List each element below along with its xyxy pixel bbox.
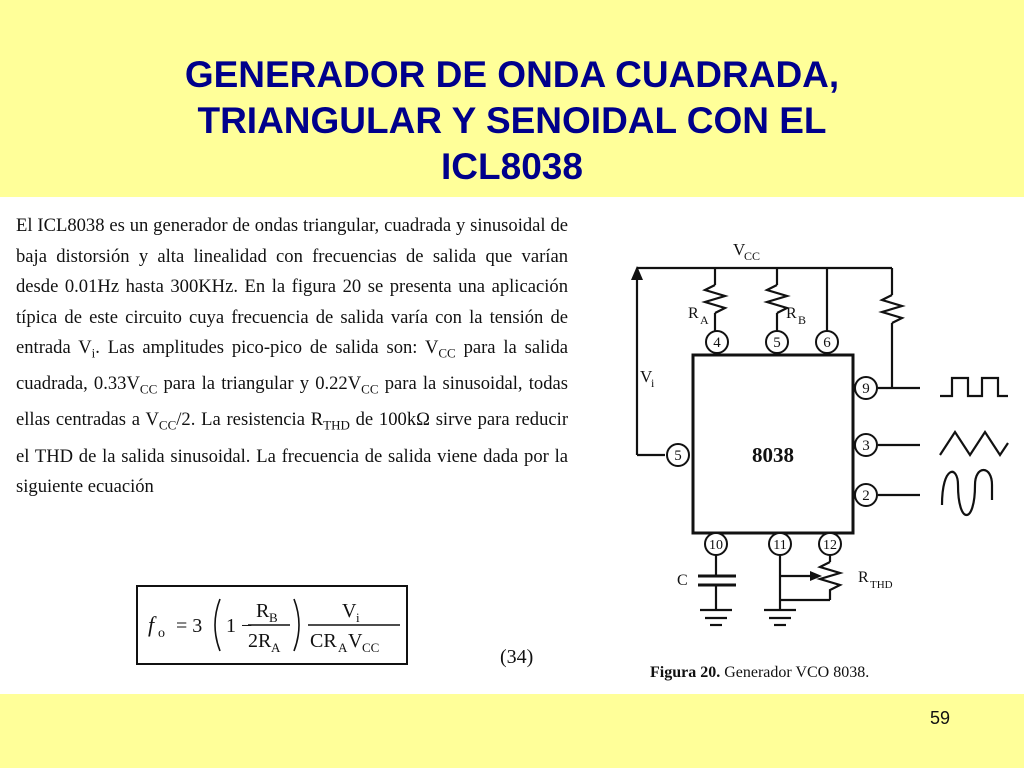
- para-sub-1: i: [91, 345, 96, 361]
- rb-resistor: [767, 285, 787, 313]
- caption-label: Figura 20.: [650, 664, 721, 681]
- eq-vcc-sub: CC: [362, 640, 380, 655]
- eq-two-ra: 2R: [248, 630, 272, 652]
- title-line-3: ICL8038: [441, 146, 583, 187]
- rthd-label: R: [858, 569, 869, 586]
- para-sub-5: CC: [158, 418, 177, 434]
- rb-label: R: [786, 305, 797, 322]
- vcc-label: V: [733, 240, 746, 259]
- rthd-potentiometer: [820, 562, 840, 600]
- eq-two-ra-sub: A: [271, 640, 281, 655]
- eq-f: f: [148, 612, 155, 637]
- eq-cra: CR: [310, 630, 337, 652]
- eq-rb: R: [256, 600, 270, 622]
- pin5-top-label: 5: [773, 335, 781, 351]
- para-sub-6: THD: [323, 418, 350, 434]
- pin11-label: 11: [773, 538, 787, 553]
- eq-vi-sub: i: [356, 610, 360, 625]
- eq-vi: V: [342, 600, 357, 622]
- description-paragraph: [16, 211, 568, 503]
- eq-cra-sub: A: [338, 640, 348, 655]
- para-sub-2: CC: [438, 345, 456, 361]
- page-number: 59: [930, 708, 951, 728]
- content-panel: [0, 197, 1024, 694]
- rb-sub: B: [798, 313, 807, 327]
- slide-title: [0, 52, 1024, 190]
- ra-resistor: [705, 285, 725, 313]
- para-text-7: de 100kΩ sirve para reducir el THD de la salida sinusoidal. La frecuencia de salida viene dada por la siguiente ecuación: [16, 409, 569, 498]
- vco-circuit-diagram: [600, 217, 1024, 657]
- eq-equals-three: = 3: [176, 615, 203, 637]
- frequency-equation: [136, 585, 408, 665]
- ra-label: R: [688, 305, 699, 322]
- pullup-resistor: [882, 295, 902, 323]
- pin5-left-label: 5: [674, 448, 682, 464]
- para-sub-4: CC: [361, 381, 379, 397]
- para-sub-3: CC: [139, 381, 158, 397]
- para-text-5: para la sinusoidal, todas ellas centradas a V: [16, 373, 568, 431]
- eq-vcc: V: [348, 630, 363, 652]
- pin6-label: 6: [823, 335, 831, 351]
- para-text-6: /2. La resistencia R: [176, 409, 324, 431]
- figure-caption: [650, 664, 869, 682]
- equation-svg: [138, 587, 406, 663]
- vi-sub: i: [651, 376, 655, 390]
- title-line-2: TRIANGULAR Y SENOIDAL CON EL: [197, 100, 827, 141]
- ra-sub: A: [700, 313, 709, 327]
- para-text-2: . Las amplitudes pico-pico de salida son: V: [95, 337, 439, 358]
- para-text-1: El ICL8038 es un generador de ondas triangular, cuadrada y sinusoidal de baja distorsión y alta linealidad con frecuencias de salida que varían desde 0.01Hz hasta 300KHz. En la figura 20 se presenta una aplicación típica de este circuito cuya frecuencia de salida varía con la tensión de entrada V: [16, 215, 568, 358]
- para-text-4: para la triangular y 0.22V: [157, 373, 362, 395]
- eq-rb-sub: B: [269, 610, 278, 625]
- chip-label: 8038: [752, 443, 794, 467]
- rthd-sub: THD: [870, 579, 893, 591]
- pin3-label: 3: [862, 438, 870, 454]
- para-text-3: para la salida cuadrada, 0.33V: [16, 337, 569, 395]
- vcc-sub: CC: [744, 249, 761, 263]
- equation-number: (34): [500, 646, 534, 668]
- caption-text: Generador VCO 8038.: [720, 664, 870, 681]
- capacitor-label: C: [677, 572, 688, 589]
- square-wave-icon: [940, 378, 1008, 396]
- eq-right-paren: [294, 599, 299, 651]
- eq-f-sub: o: [158, 626, 165, 641]
- pin12-label: 12: [823, 538, 837, 553]
- pin2-label: 2: [862, 488, 870, 504]
- pin4-label: 4: [713, 335, 721, 351]
- pin10-label: 10: [709, 538, 723, 553]
- title-line-1: GENERADOR DE ONDA CUADRADA,: [184, 54, 840, 95]
- triangle-wave-icon: [940, 432, 1008, 455]
- sine-wave-icon: [942, 470, 992, 515]
- eq-one-minus: 1 −: [226, 615, 253, 637]
- vi-label: V: [640, 367, 653, 386]
- pin9-label: 9: [862, 381, 870, 397]
- eq-left-paren: [215, 599, 220, 651]
